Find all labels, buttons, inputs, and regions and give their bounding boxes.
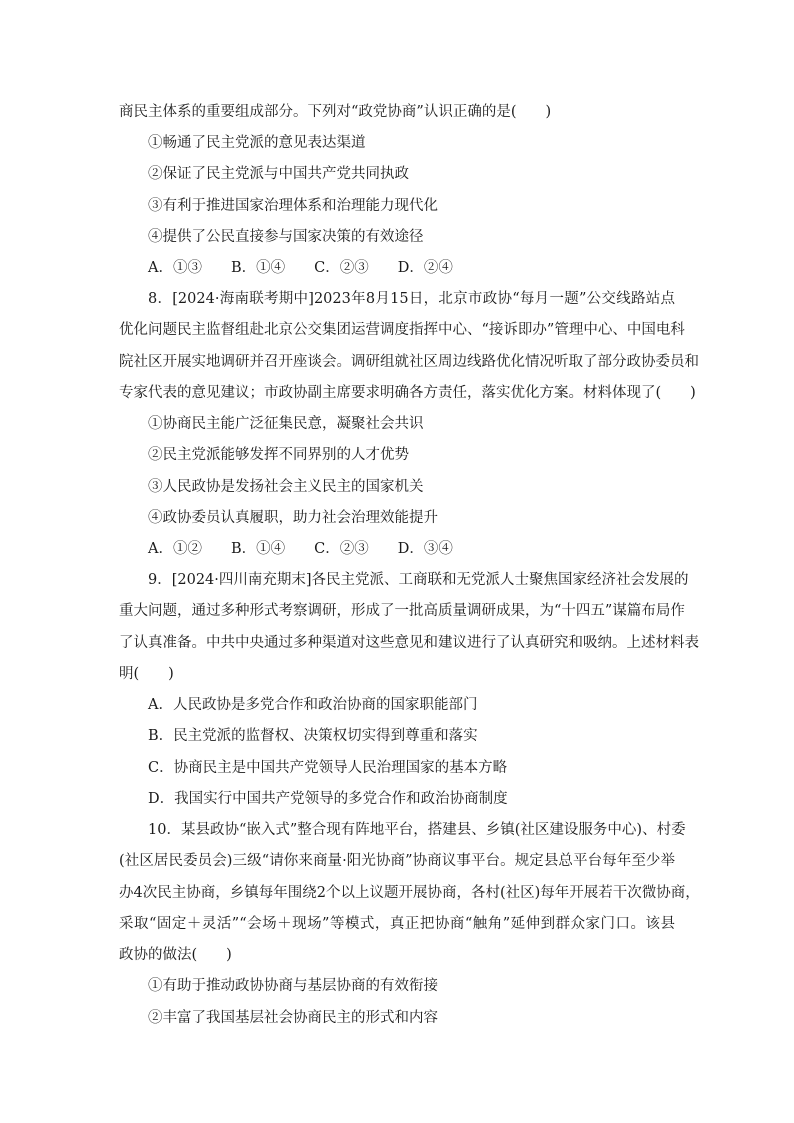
q10-stem-line-3: 办4次民主协商，乡镇每年围绕2个以上议题开展协商，各村(社区)每年开展若干次微协商， xyxy=(119,885,700,901)
q9-option-a: A．人民政协是多党合作和政治协商的国家职能部门 xyxy=(148,697,478,713)
q10-stem-line-5: 政协的做法( ) xyxy=(119,947,232,963)
q8-item-1: ①协商民主能广泛征集民意，凝聚社会共识 xyxy=(148,416,424,432)
q10-item-2: ②丰富了我国基层社会协商民主的形式和内容 xyxy=(148,1010,438,1026)
q8-item-3: ③人民政协是发扬社会主义民主的国家机关 xyxy=(148,479,424,495)
q9-option-b: B．民主党派的监督权、决策权切实得到尊重和落实 xyxy=(148,728,478,744)
q9-stem-line-3: 了认真准备。中共中央通过多种渠道对这些意见和建议进行了认真研究和吸纳。上述材料表 xyxy=(119,635,699,651)
q8-stem-line-1: 8．[2024·海南联考期中]2023年8月15日，北京市政协“每月一题”公交线路站点 xyxy=(148,291,675,307)
q9-stem-line-1: 9．[2024·四川南充期末]各民主党派、工商联和无党派人士聚焦国家经济社会发展的 xyxy=(148,572,689,588)
q7-item-3: ③有利于推进国家治理体系和治理能力现代化 xyxy=(148,198,438,214)
q7-choices: A．①③ B．①④ C．②③ D．②④ xyxy=(148,260,453,276)
q9-stem-line-4: 明( ) xyxy=(119,666,174,682)
q10-stem-line-4: 采取“固定＋灵活”“会场＋现场”等模式，真正把协商“触角”延伸到群众家门口。该县 xyxy=(119,916,675,932)
q8-stem-line-3: 院社区开展实地调研并召开座谈会。调研组就社区周边线路优化情况听取了部分政协委员和 xyxy=(119,354,699,370)
q8-choices: A．①② B．①④ C．②③ D．③④ xyxy=(148,541,453,557)
q8-item-4: ④政协委员认真履职，助力社会治理效能提升 xyxy=(148,510,438,526)
q7-item-1: ①畅通了民主党派的意见表达渠道 xyxy=(148,135,366,151)
q9-stem-line-2: 重大问题，通过多种形式考察调研，形成了一批高质量调研成果，为“十四五”谋篇布局作 xyxy=(119,603,685,619)
q7-item-4: ④提供了公民直接参与国家决策的有效途径 xyxy=(148,229,424,245)
q7-item-2: ②保证了民主党派与中国共产党共同执政 xyxy=(148,166,409,182)
q10-stem-line-2: (社区居民委员会)三级“请你来商量·阳光协商”协商议事平台。规定县总平台每年至少举 xyxy=(119,853,675,869)
q10-stem-line-1: 10．某县政协“嵌入式”整合现有阵地平台，搭建县、乡镇(社区建设服务中心)、村委 xyxy=(148,822,686,838)
q7-stem-line: 商民主体系的重要组成部分。下列对“政党协商”认识正确的是( ) xyxy=(119,104,552,120)
q8-stem-line-4: 专家代表的意见建议；市政协副主席要求明确各方责任，落实优化方案。材料体现了( ) xyxy=(119,385,696,401)
q10-item-1: ①有助于推动政协协商与基层协商的有效衔接 xyxy=(148,978,438,994)
q9-option-d: D．我国实行中国共产党领导的多党合作和政治协商制度 xyxy=(148,791,508,807)
q8-stem-line-2: 优化问题民主监督组赴北京公交集团运营调度指挥中心、“接诉即办”管理中心、中国电科 xyxy=(119,322,685,338)
q9-option-c: C．协商民主是中国共产党领导人民治理国家的基本方略 xyxy=(148,760,508,776)
q8-item-2: ②民主党派能够发挥不同界别的人才优势 xyxy=(148,447,409,463)
